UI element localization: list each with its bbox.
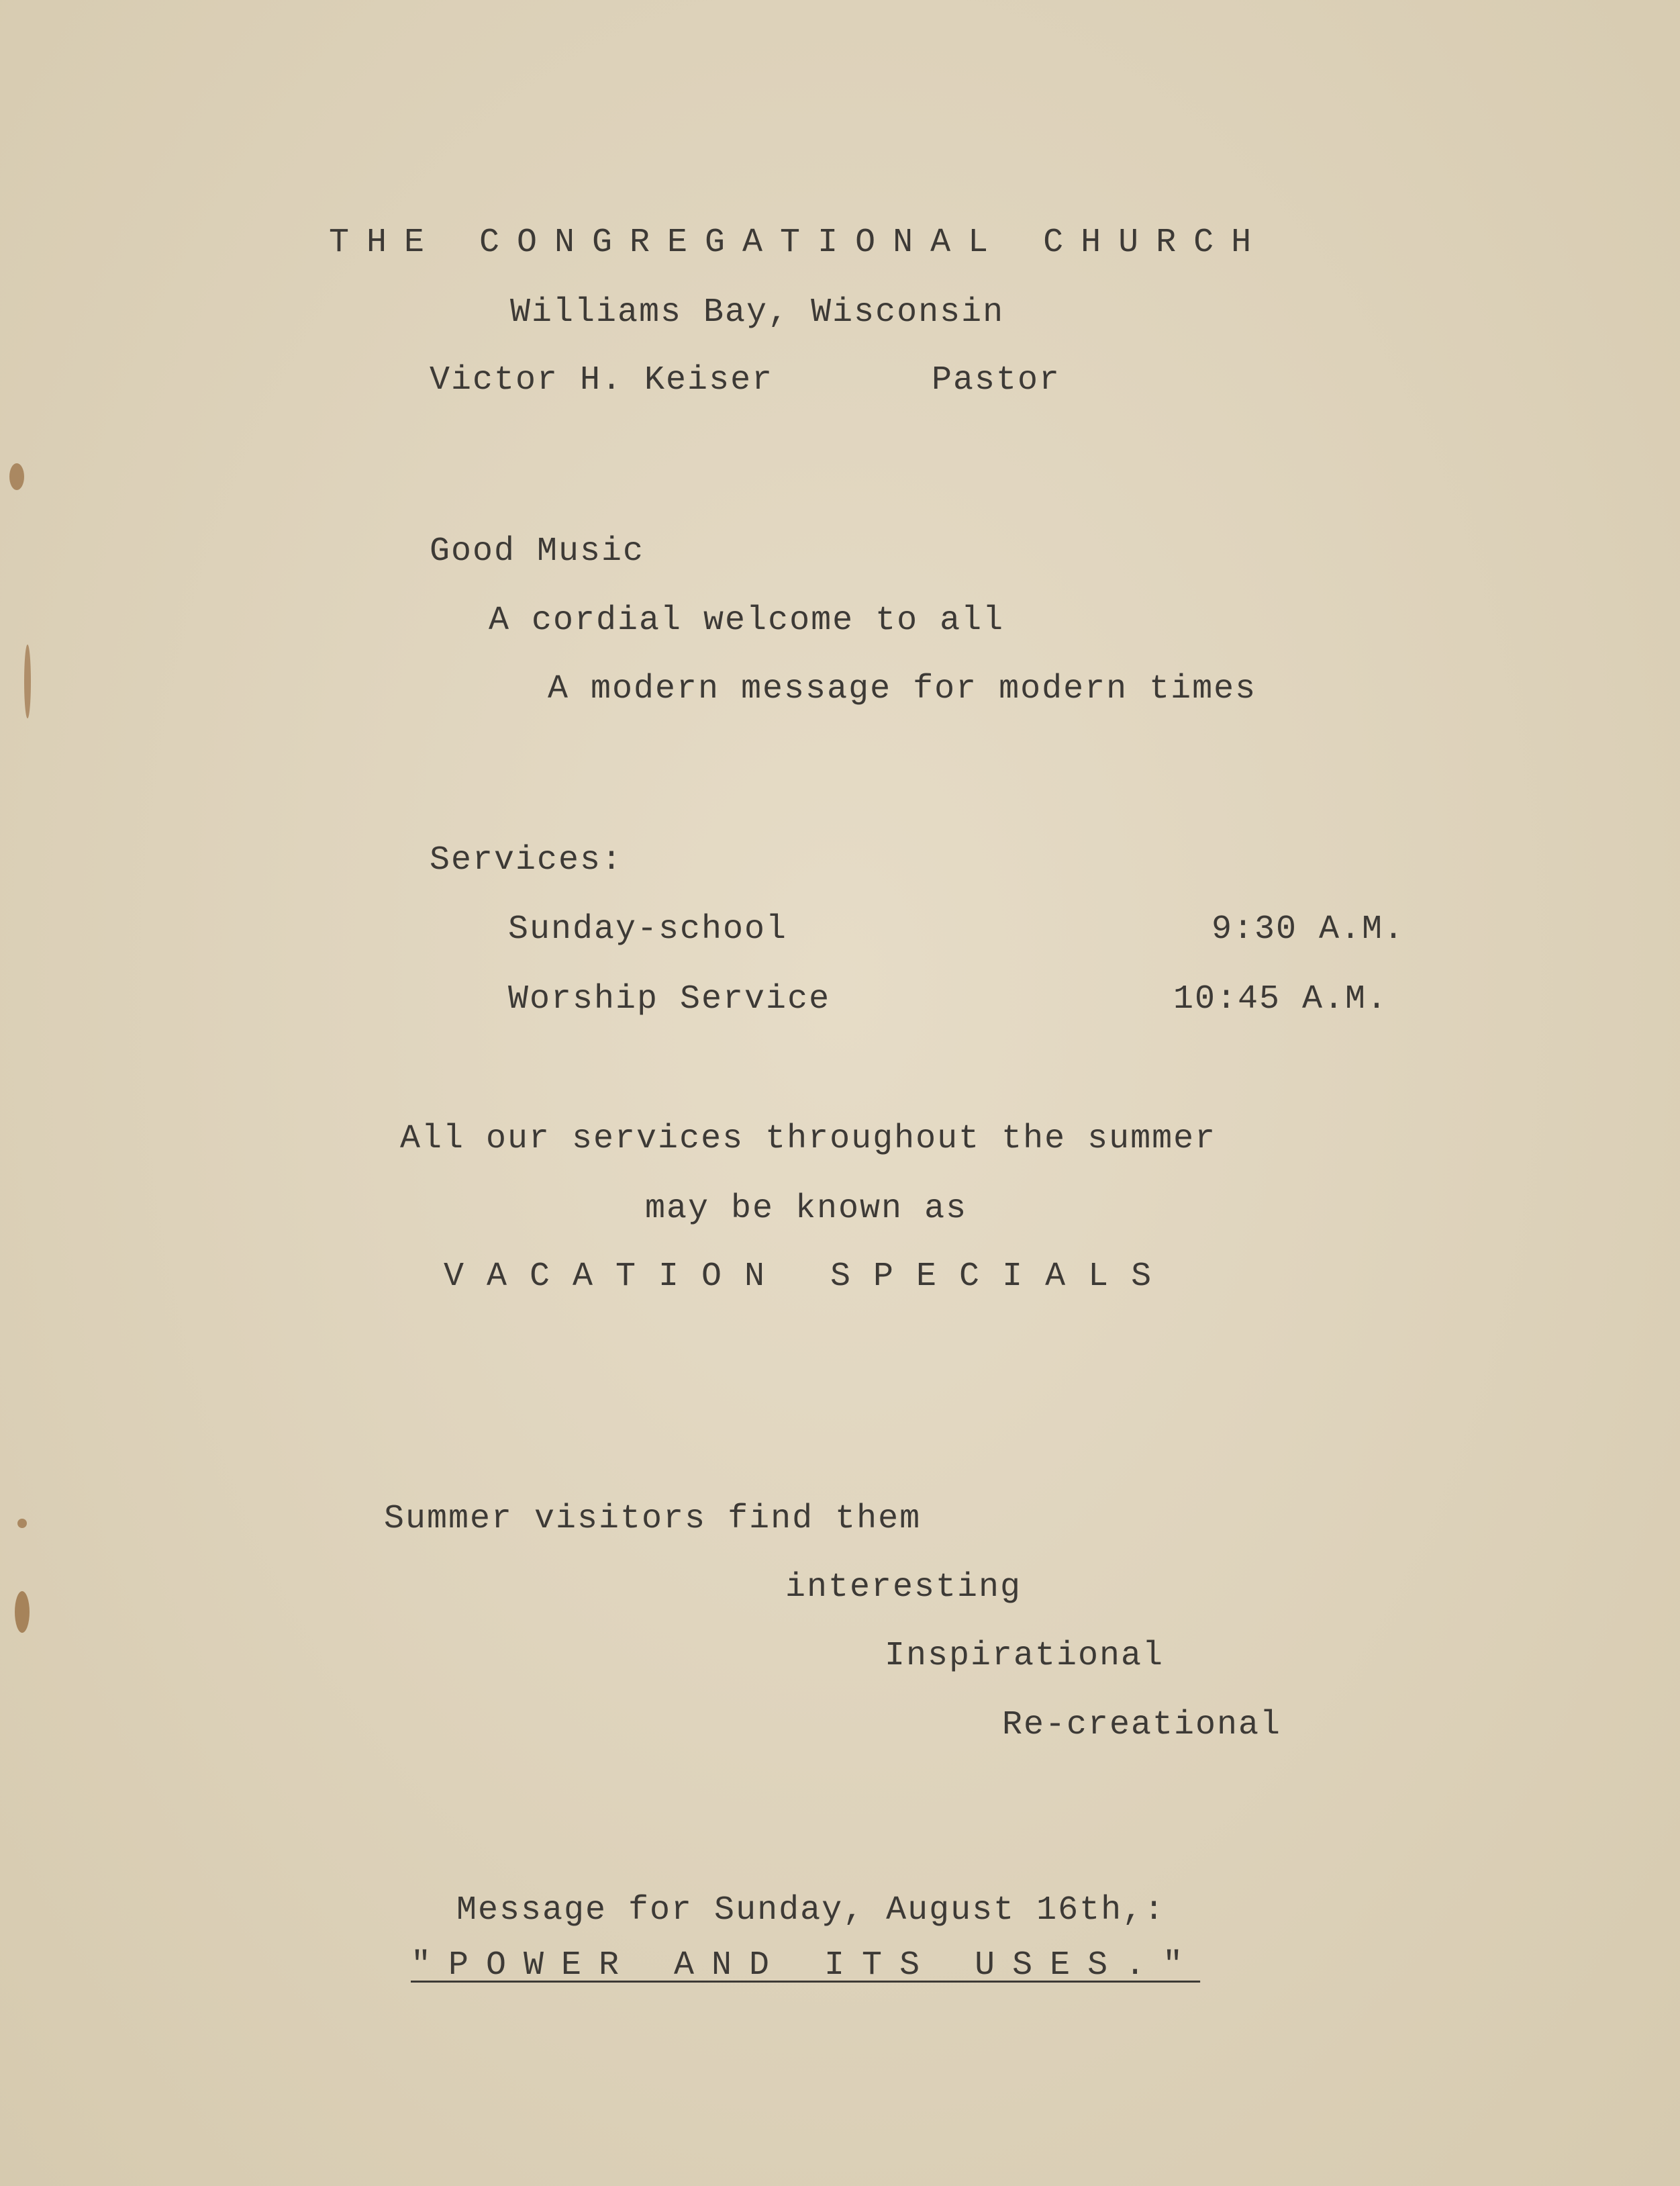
service-name: Worship Service: [508, 980, 831, 1018]
visitors-quality: Re-creational: [1002, 1706, 1282, 1744]
service-time: 10:45 A.M.: [1173, 980, 1389, 1018]
rust-stain: [17, 1519, 27, 1528]
service-time: 9:30 A.M.: [1212, 910, 1405, 949]
message-title: "POWER AND ITS USES.": [411, 1946, 1201, 1985]
service-name: Sunday-school: [508, 910, 788, 949]
services-heading: Services:: [430, 841, 624, 880]
church-location: Williams Bay, Wisconsin: [510, 293, 1005, 332]
vacation-specials: VACATION SPECIALS: [444, 1257, 1175, 1296]
rust-stain: [9, 463, 24, 490]
highlight-music: Good Music: [430, 532, 645, 571]
church-name: THE CONGREGATIONAL CHURCH: [329, 224, 1269, 262]
pastor-name: Victor H. Keiser: [430, 361, 774, 399]
rust-stain: [24, 645, 31, 718]
summer-line-1: All our services throughout the summer: [400, 1120, 1217, 1158]
highlight-welcome: A cordial welcome to all: [489, 602, 1005, 640]
visitors-quality: interesting: [785, 1568, 1022, 1607]
visitors-intro: Summer visitors find them: [384, 1500, 922, 1538]
rust-stain: [15, 1591, 30, 1633]
highlight-message: A modern message for modern times: [548, 670, 1257, 708]
pastor-title: Pastor: [932, 361, 1061, 399]
visitors-quality: Inspirational: [885, 1637, 1165, 1675]
message-label: Message for Sunday, August 16th,:: [456, 1891, 1166, 1930]
summer-line-2: may be known as: [645, 1190, 968, 1228]
